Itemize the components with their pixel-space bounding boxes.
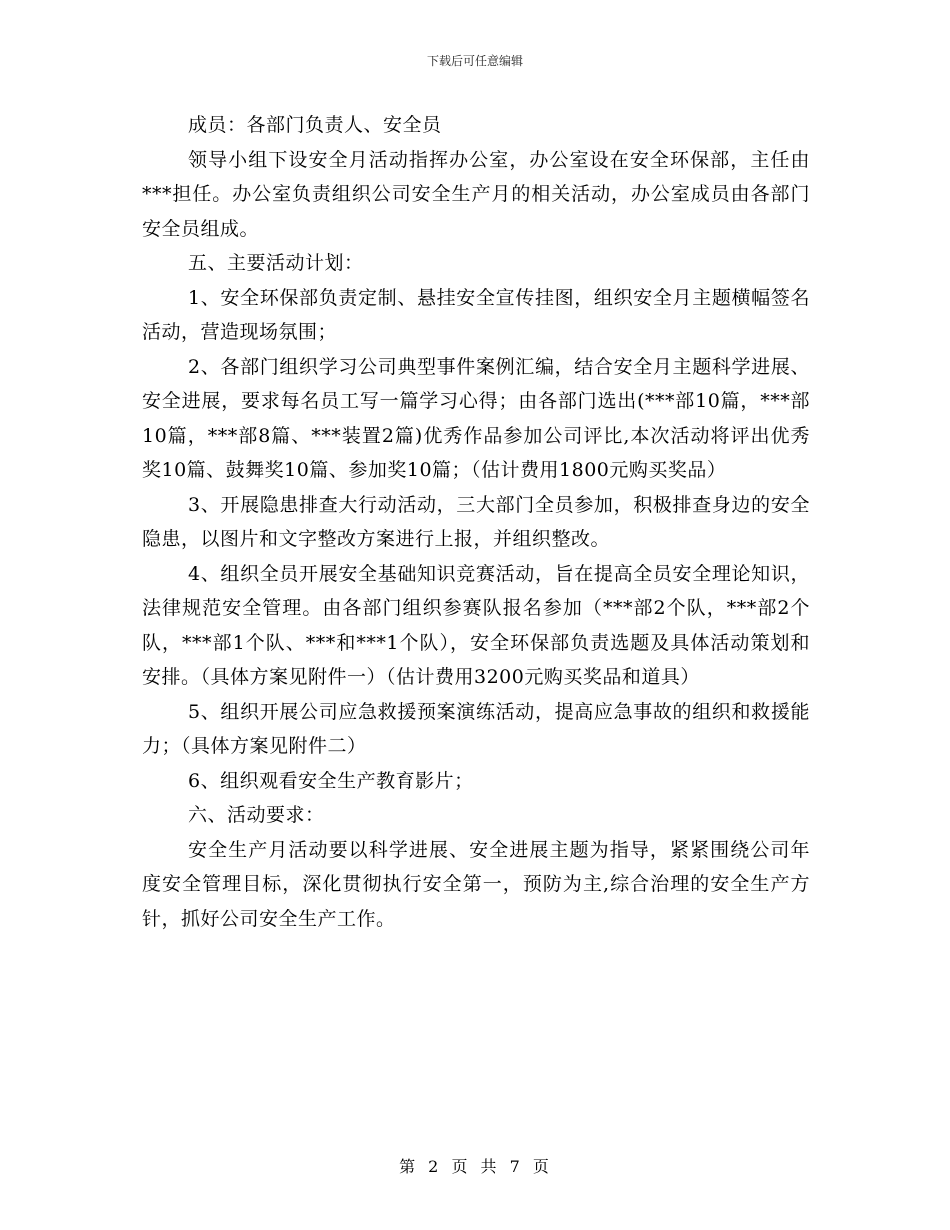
paragraph-item-2: 2、各部门组织学习公司典型事件案例汇编，结合安全月主题科学进展、安全进展，要求每名员工写一篇学习心得；由各部门选出(***部10篇，***部10篇，***部8篇、***装置2篇)优秀作品参加公司评比,本次活动将评出优秀奖10篇、鼓舞奖10篇、参加奖10篇；（估计费用1800元购买奖品） xyxy=(142,355,810,481)
paragraph-item-4: 4、组织全员开展安全基础知识竞赛活动，旨在提高全员安全理论知识，法律规范安全管理。由各部门组织参赛队报名参加（***部2个队，***部2个队，***部1个队、***和***1个队），安全环保部负责选题及具体活动策划和安排。（具体方案见附件一）（估计费用3200元购买奖品和道具） xyxy=(142,562,810,688)
page-number-footer: 第 2 页 共 7 页 xyxy=(399,1157,551,1176)
page-header: 下载后可任意编辑 xyxy=(426,54,523,68)
paragraph-item-5: 5、组织开展公司应急救援预案演练活动，提高应急事故的组织和救援能力；（具体方案见附件二） xyxy=(142,700,810,757)
paragraph-office: 领导小组下设安全月活动指挥办公室，办公室设在安全环保部，主任由***担任。办公室负责组织公司安全生产月的相关活动，办公室成员由各部门安全员组成。 xyxy=(142,148,810,240)
section-heading-requirements: 六、活动要求： xyxy=(188,804,325,826)
section-heading-activity-plan: 五、主要活动计划： xyxy=(188,252,364,274)
paragraph-item-3: 3、开展隐患排查大行动活动，三大部门全员参加，积极排查身边的安全隐患，以图片和文字整改方案进行上报，并组织整改。 xyxy=(142,493,810,550)
paragraph-item-1: 1、安全环保部负责定制、悬挂安全宣传挂图，组织安全月主题横幅签名活动，营造现场氛围； xyxy=(142,286,810,343)
paragraph-requirements: 安全生产月活动要以科学进展、安全进展主题为指导，紧紧围绕公司年度安全管理目标，深化贯彻执行安全第一，预防为主,综合治理的安全生产方针，抓好公司安全生产工作。 xyxy=(142,838,810,930)
paragraph-item-6: 6、组织观看安全生产教育影片； xyxy=(188,769,474,792)
document-body xyxy=(142,108,810,936)
paragraph-members: 成员：各部门负责人、安全员 xyxy=(188,114,442,136)
